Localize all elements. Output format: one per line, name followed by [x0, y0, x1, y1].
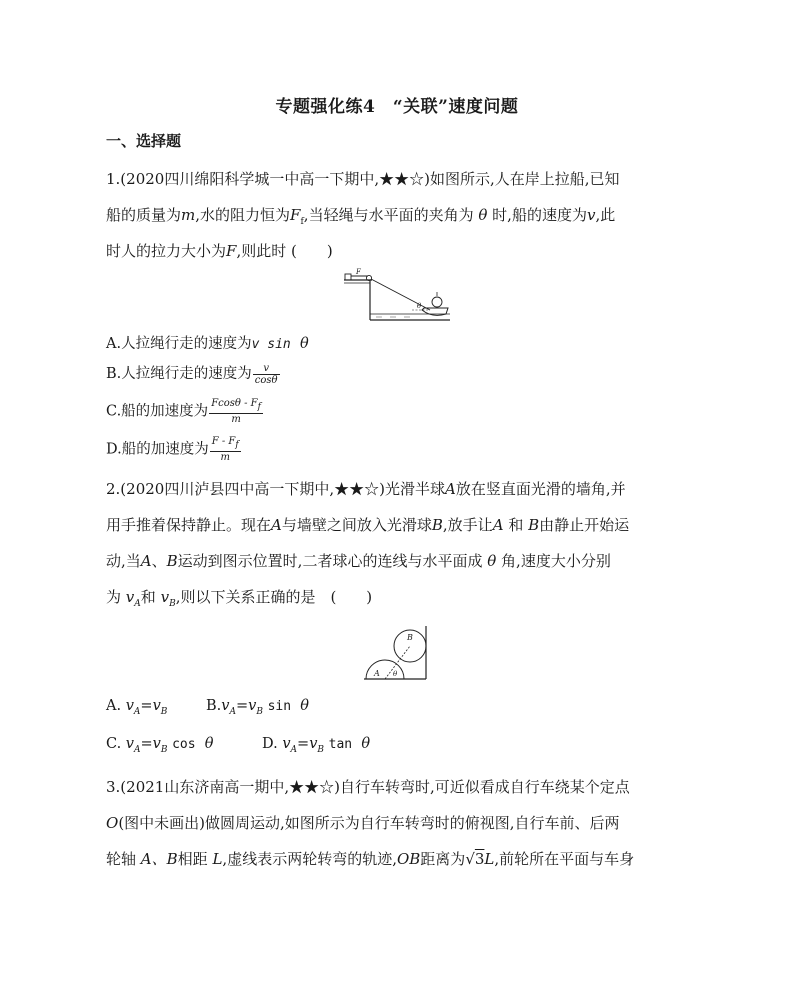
q1-line-2: 船的质量为m,水的阻力恒为$F_f$,当轻绳与水平面的夹角为 θ 时,船的速度为v,此 [106, 206, 616, 227]
q2-fig-label-theta: θ [393, 670, 398, 678]
q2-option-c[interactable]: C. $v_A=v_B$ cos θ [106, 736, 214, 755]
q2-option-a[interactable]: A. $v_A=v_B$ [106, 698, 168, 717]
q2-fig-label-A: A [374, 669, 380, 678]
q2-line-3: 动,当A、B运动到图示位置时,二者球心的连线与水平面成 θ 角,速度大小分别 [106, 552, 611, 570]
page-title: 专题强化练4 “关联”速度问题 [275, 97, 519, 117]
q2-fig-label-B: B [407, 633, 413, 642]
q2-option-d[interactable]: D. $v_A=v_B$ tan θ [262, 736, 371, 755]
section-heading: 一、选择题 [106, 132, 182, 150]
q2-line-4: 为 $v_A$和 $v_B$,则以下关系正确的是 ( ) [106, 588, 373, 609]
q1-fig-label-theta: θ [417, 302, 422, 310]
q1-option-c[interactable]: C.船的加速度为 $\frac{Fcos\theta - F_f}{m}$ [106, 398, 261, 425]
q1-fig-label-F: F [356, 268, 361, 276]
q2-line-2: 用手推着保持静止。现在A与墙壁之间放入光滑球B,放手让A 和 B由静止开始运 [106, 516, 630, 534]
q1-option-d[interactable]: D.船的加速度为 $\frac{F - F_f}{m}$ [106, 436, 239, 463]
q2-line-1: 2.(2020四川泸县四中高一下期中,★★☆)光滑半球A放在竖直面光滑的墙角,并 [106, 480, 626, 498]
q2-figure-spheres [362, 624, 432, 682]
q3-line-3: 轮轴 A、B相距 L,虚线表示两轮转弯的轨迹,OB距离为√3L,前轮所在平面与车身 [106, 850, 635, 868]
q3-line-2: O(图中未画出)做圆周运动,如图所示为自行车转弯时的俯视图,自行车前、后两 [106, 814, 620, 832]
q1-line-3: 时人的拉力大小为F,则此时 ( ) [106, 242, 333, 260]
q1-figure-boat [342, 266, 452, 326]
q1-line-1: 1.(2020四川绵阳科学城一中高一下期中,★★☆)如图所示,人在岸上拉船,已知 [106, 170, 620, 188]
q2-option-b[interactable]: $B.v_A=v_B$ sin θ [206, 698, 309, 717]
q1-option-b[interactable]: B.人拉绳行走的速度为 $\frac{v}{\cos\theta}$ [106, 362, 278, 386]
sqrt-symbol: √ [465, 850, 475, 868]
q1-option-a[interactable]: A.人拉绳行走的速度为v sin θ [106, 336, 309, 352]
q3-line-1: 3.(2021山东济南高一期中,★★☆)自行车转弯时,可近似看成自行车绕某个定点 [106, 778, 630, 796]
